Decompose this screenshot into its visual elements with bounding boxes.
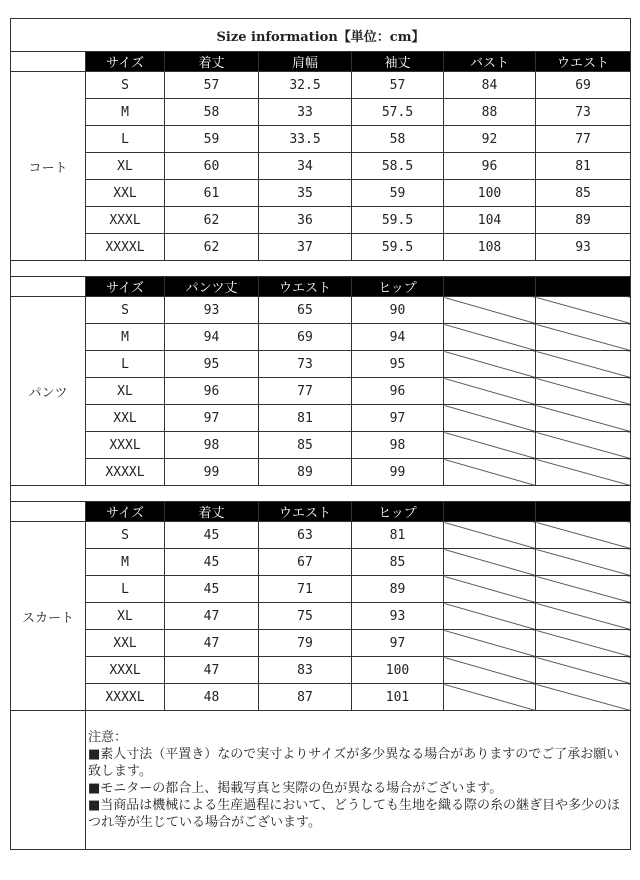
- table-row: [11, 180, 631, 207]
- table-row: [11, 126, 631, 153]
- measurement-cell: 58.5: [352, 153, 444, 180]
- not-applicable-cell: [444, 324, 536, 351]
- category-label: スカート: [11, 522, 86, 711]
- measurement-cell: 94: [165, 324, 259, 351]
- table-row: [11, 297, 631, 324]
- measurement-cell: 59.5: [352, 234, 444, 261]
- table-row: [11, 432, 631, 459]
- not-applicable-cell: [444, 297, 536, 324]
- column-header: ウエスト: [259, 277, 352, 297]
- column-header: サイズ: [86, 502, 165, 522]
- not-applicable-cell: [444, 630, 536, 657]
- gap-row: [11, 261, 631, 277]
- size-cell: M: [86, 549, 165, 576]
- column-header: [444, 277, 536, 297]
- measurement-cell: 89: [536, 207, 631, 234]
- measurement-cell: 77: [259, 378, 352, 405]
- measurement-cell: 34: [259, 153, 352, 180]
- note-line: ■当商品は機械による生産過程において、どうしても生地を織る際の糸の継ぎ目や多少のほつれ等が生じている場合がございます。: [88, 798, 621, 830]
- column-header: ヒップ: [352, 502, 444, 522]
- measurement-cell: 69: [259, 324, 352, 351]
- size-cell: XXXXL: [86, 459, 165, 486]
- measurement-cell: 37: [259, 234, 352, 261]
- measurement-cell: 81: [352, 522, 444, 549]
- table-row: [11, 657, 631, 684]
- not-applicable-cell: [536, 657, 631, 684]
- measurement-cell: 85: [259, 432, 352, 459]
- not-applicable-cell: [444, 657, 536, 684]
- not-applicable-cell: [536, 684, 631, 711]
- measurement-cell: 33.5: [259, 126, 352, 153]
- size-cell: XXXXL: [86, 234, 165, 261]
- notes-row: [11, 711, 631, 850]
- table-row: [11, 153, 631, 180]
- column-header: [536, 502, 631, 522]
- measurement-cell: 59.5: [352, 207, 444, 234]
- measurement-cell: 57.5: [352, 99, 444, 126]
- measurement-cell: 90: [352, 297, 444, 324]
- measurement-cell: 81: [536, 153, 631, 180]
- measurement-cell: 93: [352, 603, 444, 630]
- measurement-cell: 59: [352, 180, 444, 207]
- measurement-cell: 57: [165, 72, 259, 99]
- size-cell: L: [86, 126, 165, 153]
- column-header: [536, 277, 631, 297]
- size-cell: XXL: [86, 630, 165, 657]
- measurement-cell: 62: [165, 207, 259, 234]
- size-cell: XL: [86, 153, 165, 180]
- size-cell: L: [86, 576, 165, 603]
- not-applicable-cell: [536, 630, 631, 657]
- measurement-cell: 95: [165, 351, 259, 378]
- size-cell: S: [86, 522, 165, 549]
- not-applicable-cell: [444, 549, 536, 576]
- measurement-cell: 85: [536, 180, 631, 207]
- header-blank-cell: [11, 277, 86, 297]
- size-cell: XXXXL: [86, 684, 165, 711]
- table-row: [11, 459, 631, 486]
- category-label: パンツ: [11, 297, 86, 486]
- not-applicable-cell: [536, 351, 631, 378]
- table-row: [11, 234, 631, 261]
- not-applicable-cell: [536, 378, 631, 405]
- table-row: [11, 378, 631, 405]
- header-blank-cell: [11, 502, 86, 522]
- table-row: [11, 351, 631, 378]
- measurement-cell: 83: [259, 657, 352, 684]
- table-row: [11, 549, 631, 576]
- chart-title: Size information【単位：cm】: [11, 19, 631, 52]
- measurement-cell: 108: [444, 234, 536, 261]
- column-header: 着丈: [165, 502, 259, 522]
- notes-cell: [86, 711, 631, 850]
- measurement-cell: 93: [536, 234, 631, 261]
- not-applicable-cell: [444, 405, 536, 432]
- table-row: [11, 684, 631, 711]
- measurement-cell: 62: [165, 234, 259, 261]
- measurement-cell: 35: [259, 180, 352, 207]
- measurement-cell: 89: [352, 576, 444, 603]
- measurement-cell: 59: [165, 126, 259, 153]
- measurement-cell: 79: [259, 630, 352, 657]
- not-applicable-cell: [444, 351, 536, 378]
- measurement-cell: 75: [259, 603, 352, 630]
- measurement-cell: 95: [352, 351, 444, 378]
- not-applicable-cell: [536, 522, 631, 549]
- measurement-cell: 85: [352, 549, 444, 576]
- measurement-cell: 58: [165, 99, 259, 126]
- column-header: [444, 502, 536, 522]
- table-row: [11, 207, 631, 234]
- not-applicable-cell: [444, 432, 536, 459]
- measurement-cell: 69: [536, 72, 631, 99]
- table-row: [11, 630, 631, 657]
- column-header: バスト: [444, 52, 536, 72]
- measurement-cell: 73: [536, 99, 631, 126]
- note-line: ■モニターの都合上、掲載写真と実際の色が異なる場合がございます。: [88, 781, 503, 796]
- measurement-cell: 104: [444, 207, 536, 234]
- notes-blank-cell: [11, 711, 86, 850]
- measurement-cell: 96: [165, 378, 259, 405]
- table-row: [11, 576, 631, 603]
- measurement-cell: 93: [165, 297, 259, 324]
- measurement-cell: 71: [259, 576, 352, 603]
- gap-row: [11, 486, 631, 502]
- not-applicable-cell: [536, 459, 631, 486]
- column-header: ウエスト: [536, 52, 631, 72]
- table-row: [11, 603, 631, 630]
- table-row: [11, 324, 631, 351]
- measurement-cell: 48: [165, 684, 259, 711]
- not-applicable-cell: [536, 405, 631, 432]
- measurement-cell: 99: [165, 459, 259, 486]
- measurement-cell: 101: [352, 684, 444, 711]
- gap-cell: [11, 486, 631, 502]
- header-row: [11, 52, 631, 72]
- table-row: [11, 72, 631, 99]
- measurement-cell: 100: [352, 657, 444, 684]
- measurement-cell: 60: [165, 153, 259, 180]
- measurement-cell: 58: [352, 126, 444, 153]
- measurement-cell: 84: [444, 72, 536, 99]
- table-row: [11, 522, 631, 549]
- measurement-cell: 97: [352, 405, 444, 432]
- measurement-cell: 45: [165, 549, 259, 576]
- size-cell: XXL: [86, 405, 165, 432]
- table-row: [11, 99, 631, 126]
- column-header: 肩幅: [259, 52, 352, 72]
- not-applicable-cell: [536, 432, 631, 459]
- measurement-cell: 99: [352, 459, 444, 486]
- measurement-cell: 33: [259, 99, 352, 126]
- measurement-cell: 47: [165, 657, 259, 684]
- title-row: [11, 19, 631, 52]
- measurement-cell: 97: [352, 630, 444, 657]
- category-label: コート: [11, 72, 86, 261]
- size-cell: XL: [86, 378, 165, 405]
- measurement-cell: 65: [259, 297, 352, 324]
- size-cell: XXL: [86, 180, 165, 207]
- size-cell: XL: [86, 603, 165, 630]
- measurement-cell: 100: [444, 180, 536, 207]
- header-blank-cell: [11, 52, 86, 72]
- measurement-cell: 61: [165, 180, 259, 207]
- measurement-cell: 96: [352, 378, 444, 405]
- column-header: 袖丈: [352, 52, 444, 72]
- measurement-cell: 98: [352, 432, 444, 459]
- gap-cell: [11, 261, 631, 277]
- measurement-cell: 94: [352, 324, 444, 351]
- measurement-cell: 81: [259, 405, 352, 432]
- measurement-cell: 88: [444, 99, 536, 126]
- measurement-cell: 63: [259, 522, 352, 549]
- column-header: ウエスト: [259, 502, 352, 522]
- not-applicable-cell: [444, 576, 536, 603]
- measurement-cell: 77: [536, 126, 631, 153]
- not-applicable-cell: [536, 576, 631, 603]
- size-chart-table: [10, 18, 631, 850]
- measurement-cell: 89: [259, 459, 352, 486]
- size-cell: M: [86, 324, 165, 351]
- measurement-cell: 45: [165, 522, 259, 549]
- measurement-cell: 67: [259, 549, 352, 576]
- column-header: 着丈: [165, 52, 259, 72]
- not-applicable-cell: [444, 603, 536, 630]
- measurement-cell: 96: [444, 153, 536, 180]
- column-header: サイズ: [86, 277, 165, 297]
- measurement-cell: 98: [165, 432, 259, 459]
- column-header: ヒップ: [352, 277, 444, 297]
- not-applicable-cell: [536, 549, 631, 576]
- measurement-cell: 97: [165, 405, 259, 432]
- measurement-cell: 47: [165, 630, 259, 657]
- not-applicable-cell: [536, 297, 631, 324]
- measurement-cell: 87: [259, 684, 352, 711]
- measurement-cell: 32.5: [259, 72, 352, 99]
- size-cell: L: [86, 351, 165, 378]
- not-applicable-cell: [444, 378, 536, 405]
- measurement-cell: 45: [165, 576, 259, 603]
- size-cell: S: [86, 72, 165, 99]
- not-applicable-cell: [444, 684, 536, 711]
- measurement-cell: 92: [444, 126, 536, 153]
- not-applicable-cell: [444, 459, 536, 486]
- size-cell: XXXL: [86, 432, 165, 459]
- size-cell: XXXL: [86, 657, 165, 684]
- measurement-cell: 36: [259, 207, 352, 234]
- column-header: パンツ丈: [165, 277, 259, 297]
- header-row: [11, 502, 631, 522]
- column-header: サイズ: [86, 52, 165, 72]
- not-applicable-cell: [444, 522, 536, 549]
- measurement-cell: 57: [352, 72, 444, 99]
- measurement-cell: 47: [165, 603, 259, 630]
- size-cell: S: [86, 297, 165, 324]
- not-applicable-cell: [536, 324, 631, 351]
- table-row: [11, 405, 631, 432]
- note-line: ■素人寸法（平置き）なので実寸よりサイズが多少異なる場合がありますのでご了承お願い致します。: [88, 747, 620, 779]
- measurement-cell: 73: [259, 351, 352, 378]
- header-row: [11, 277, 631, 297]
- note-line: 注意：: [88, 730, 128, 745]
- size-cell: M: [86, 99, 165, 126]
- size-cell: XXXL: [86, 207, 165, 234]
- not-applicable-cell: [536, 603, 631, 630]
